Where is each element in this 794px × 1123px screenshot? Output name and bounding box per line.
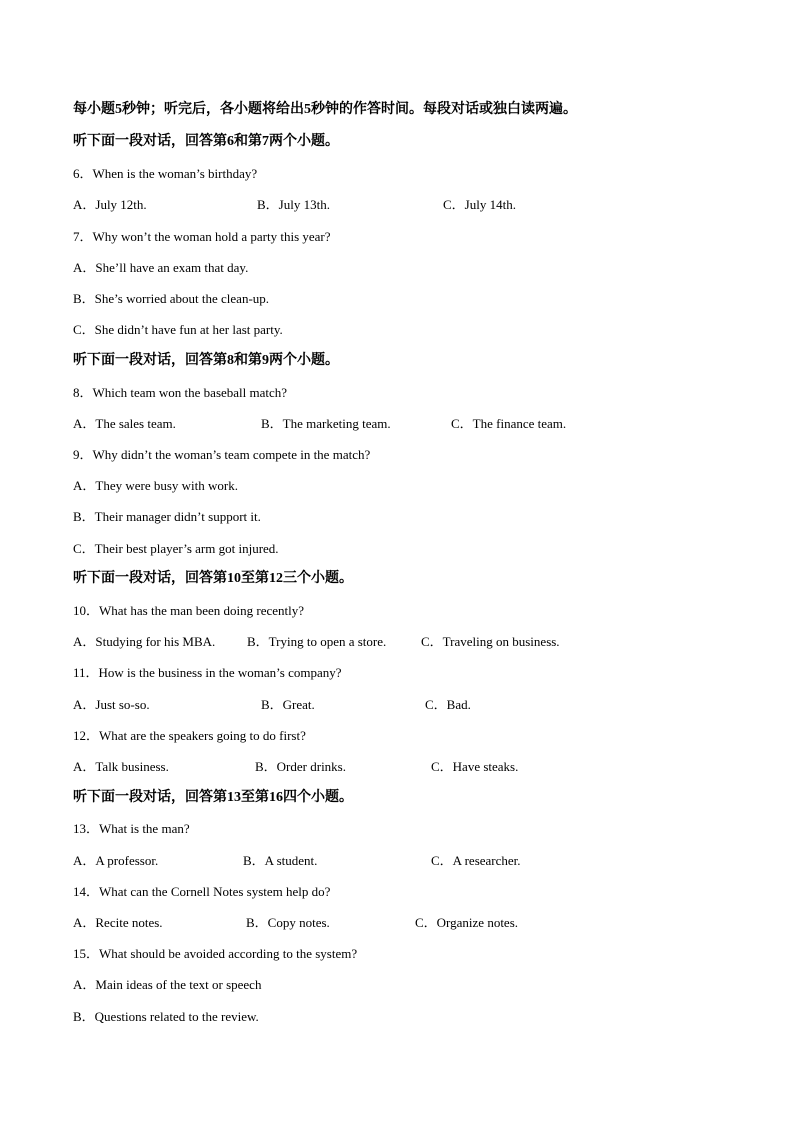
question-7: 7．Why won’t the woman hold a party this year? xyxy=(73,229,331,244)
option-14c: C．Organize notes. xyxy=(415,915,519,930)
option-11c: C．Bad. xyxy=(425,697,471,712)
option-15b: B．Questions related to the review. xyxy=(73,1009,259,1024)
option-6a: A．July 12th. xyxy=(73,197,147,212)
option-14a: A．Recite notes. xyxy=(73,915,163,930)
section-heading: 听下面一段对话，回答第6和第7两个小题。 xyxy=(73,134,339,149)
question-6: 6．When is the woman’s birthday? xyxy=(73,166,258,181)
question-13: 13．What is the man? xyxy=(73,821,190,836)
question-15: 15．What should be avoided according to the system? xyxy=(73,946,358,961)
option-6c: C．July 14th. xyxy=(443,197,516,212)
section-heading: 听下面一段对话，回答第13至第16四个小题。 xyxy=(73,790,353,805)
option-14b: B．Copy notes. xyxy=(246,915,330,930)
section-heading: 听下面一段对话，回答第10至第12三个小题。 xyxy=(73,571,353,586)
question-11: 11．How is the business in the woman’s company? xyxy=(73,665,342,680)
option-9a: A．They were busy with work. xyxy=(73,478,238,493)
option-8b: B．The marketing team. xyxy=(261,416,391,431)
question-12: 12．What are the speakers going to do first? xyxy=(73,728,306,743)
option-7c: C．She didn’t have fun at her last party. xyxy=(73,322,283,337)
option-10b: B．Trying to open a store. xyxy=(247,634,387,649)
question-9: 9．Why didn’t the woman’s team compete in the match? xyxy=(73,447,371,462)
option-10a: A．Studying for his MBA. xyxy=(73,634,216,649)
option-15a: A．Main ideas of the text or speech xyxy=(73,977,262,992)
question-10: 10．What has the man been doing recently? xyxy=(73,603,305,618)
option-12c: C．Have steaks. xyxy=(431,759,519,774)
option-8a: A．The sales team. xyxy=(73,416,176,431)
option-7a: A．She’ll have an exam that day. xyxy=(73,260,249,275)
option-7b: B．She’s worried about the clean-up. xyxy=(73,291,270,306)
option-13c: C．A researcher. xyxy=(431,853,521,868)
instructions-text: 每小题5秒钟；听完后，各小题将给出5秒钟的作答时间。每段对话或独白读两遍。 xyxy=(73,102,577,117)
option-9c: C．Their best player’s arm got injured. xyxy=(73,541,279,556)
option-12a: A．Talk business. xyxy=(73,759,169,774)
option-9b: B．Their manager didn’t support it. xyxy=(73,509,261,524)
option-6b: B．July 13th. xyxy=(257,197,330,212)
option-10c: C．Traveling on business. xyxy=(421,634,560,649)
option-11b: B．Great. xyxy=(261,697,315,712)
option-13b: B．A student. xyxy=(243,853,318,868)
question-14: 14．What can the Cornell Notes system help do? xyxy=(73,884,331,899)
option-11a: A．Just so-so. xyxy=(73,697,150,712)
question-8: 8．Which team won the baseball match? xyxy=(73,385,288,400)
option-13a: A．A professor. xyxy=(73,853,159,868)
section-heading: 听下面一段对话，回答第8和第9两个小题。 xyxy=(73,353,339,368)
option-8c: C．The finance team. xyxy=(451,416,567,431)
option-12b: B．Order drinks. xyxy=(255,759,346,774)
